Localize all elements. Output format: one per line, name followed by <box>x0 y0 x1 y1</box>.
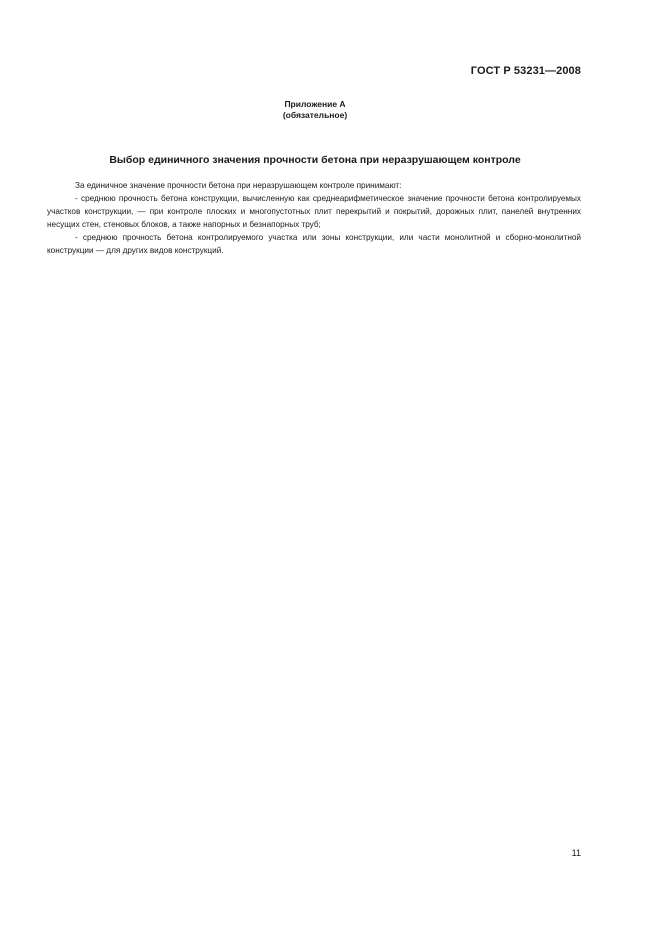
appendix-status: (обязательное) <box>282 110 348 120</box>
document-code: ГОСТ Р 53231—2008 <box>470 65 581 77</box>
appendix-label: Приложение А <box>284 99 346 109</box>
list-item: - среднюю прочность бетона конструкции, вычисленную как среднеарифметическое значение прочности бетона контролируемых участков конструкции, — при контроле плоских и многопустотных плит перекрытий и покрытий, дорожных плит, панелей внутренних несущих стен, стеновых блоков, а также напорных и безнапорных труб; <box>47 193 581 229</box>
body-text <box>47 180 581 257</box>
page-number: 11 <box>571 848 581 858</box>
intro-paragraph: За единичное значение прочности бетона при неразрушающем контроле принимают: <box>75 181 402 190</box>
appendix-heading <box>0 99 630 121</box>
list-item: - среднюю прочность бетона контролируемого участка или зоны конструкции, или части монолитной и сборно-монолитной конструкции — для других видов конструкций. <box>47 232 581 255</box>
section-title: Выбор единичного значения прочности бетона при неразрушающем контроле <box>109 154 521 166</box>
